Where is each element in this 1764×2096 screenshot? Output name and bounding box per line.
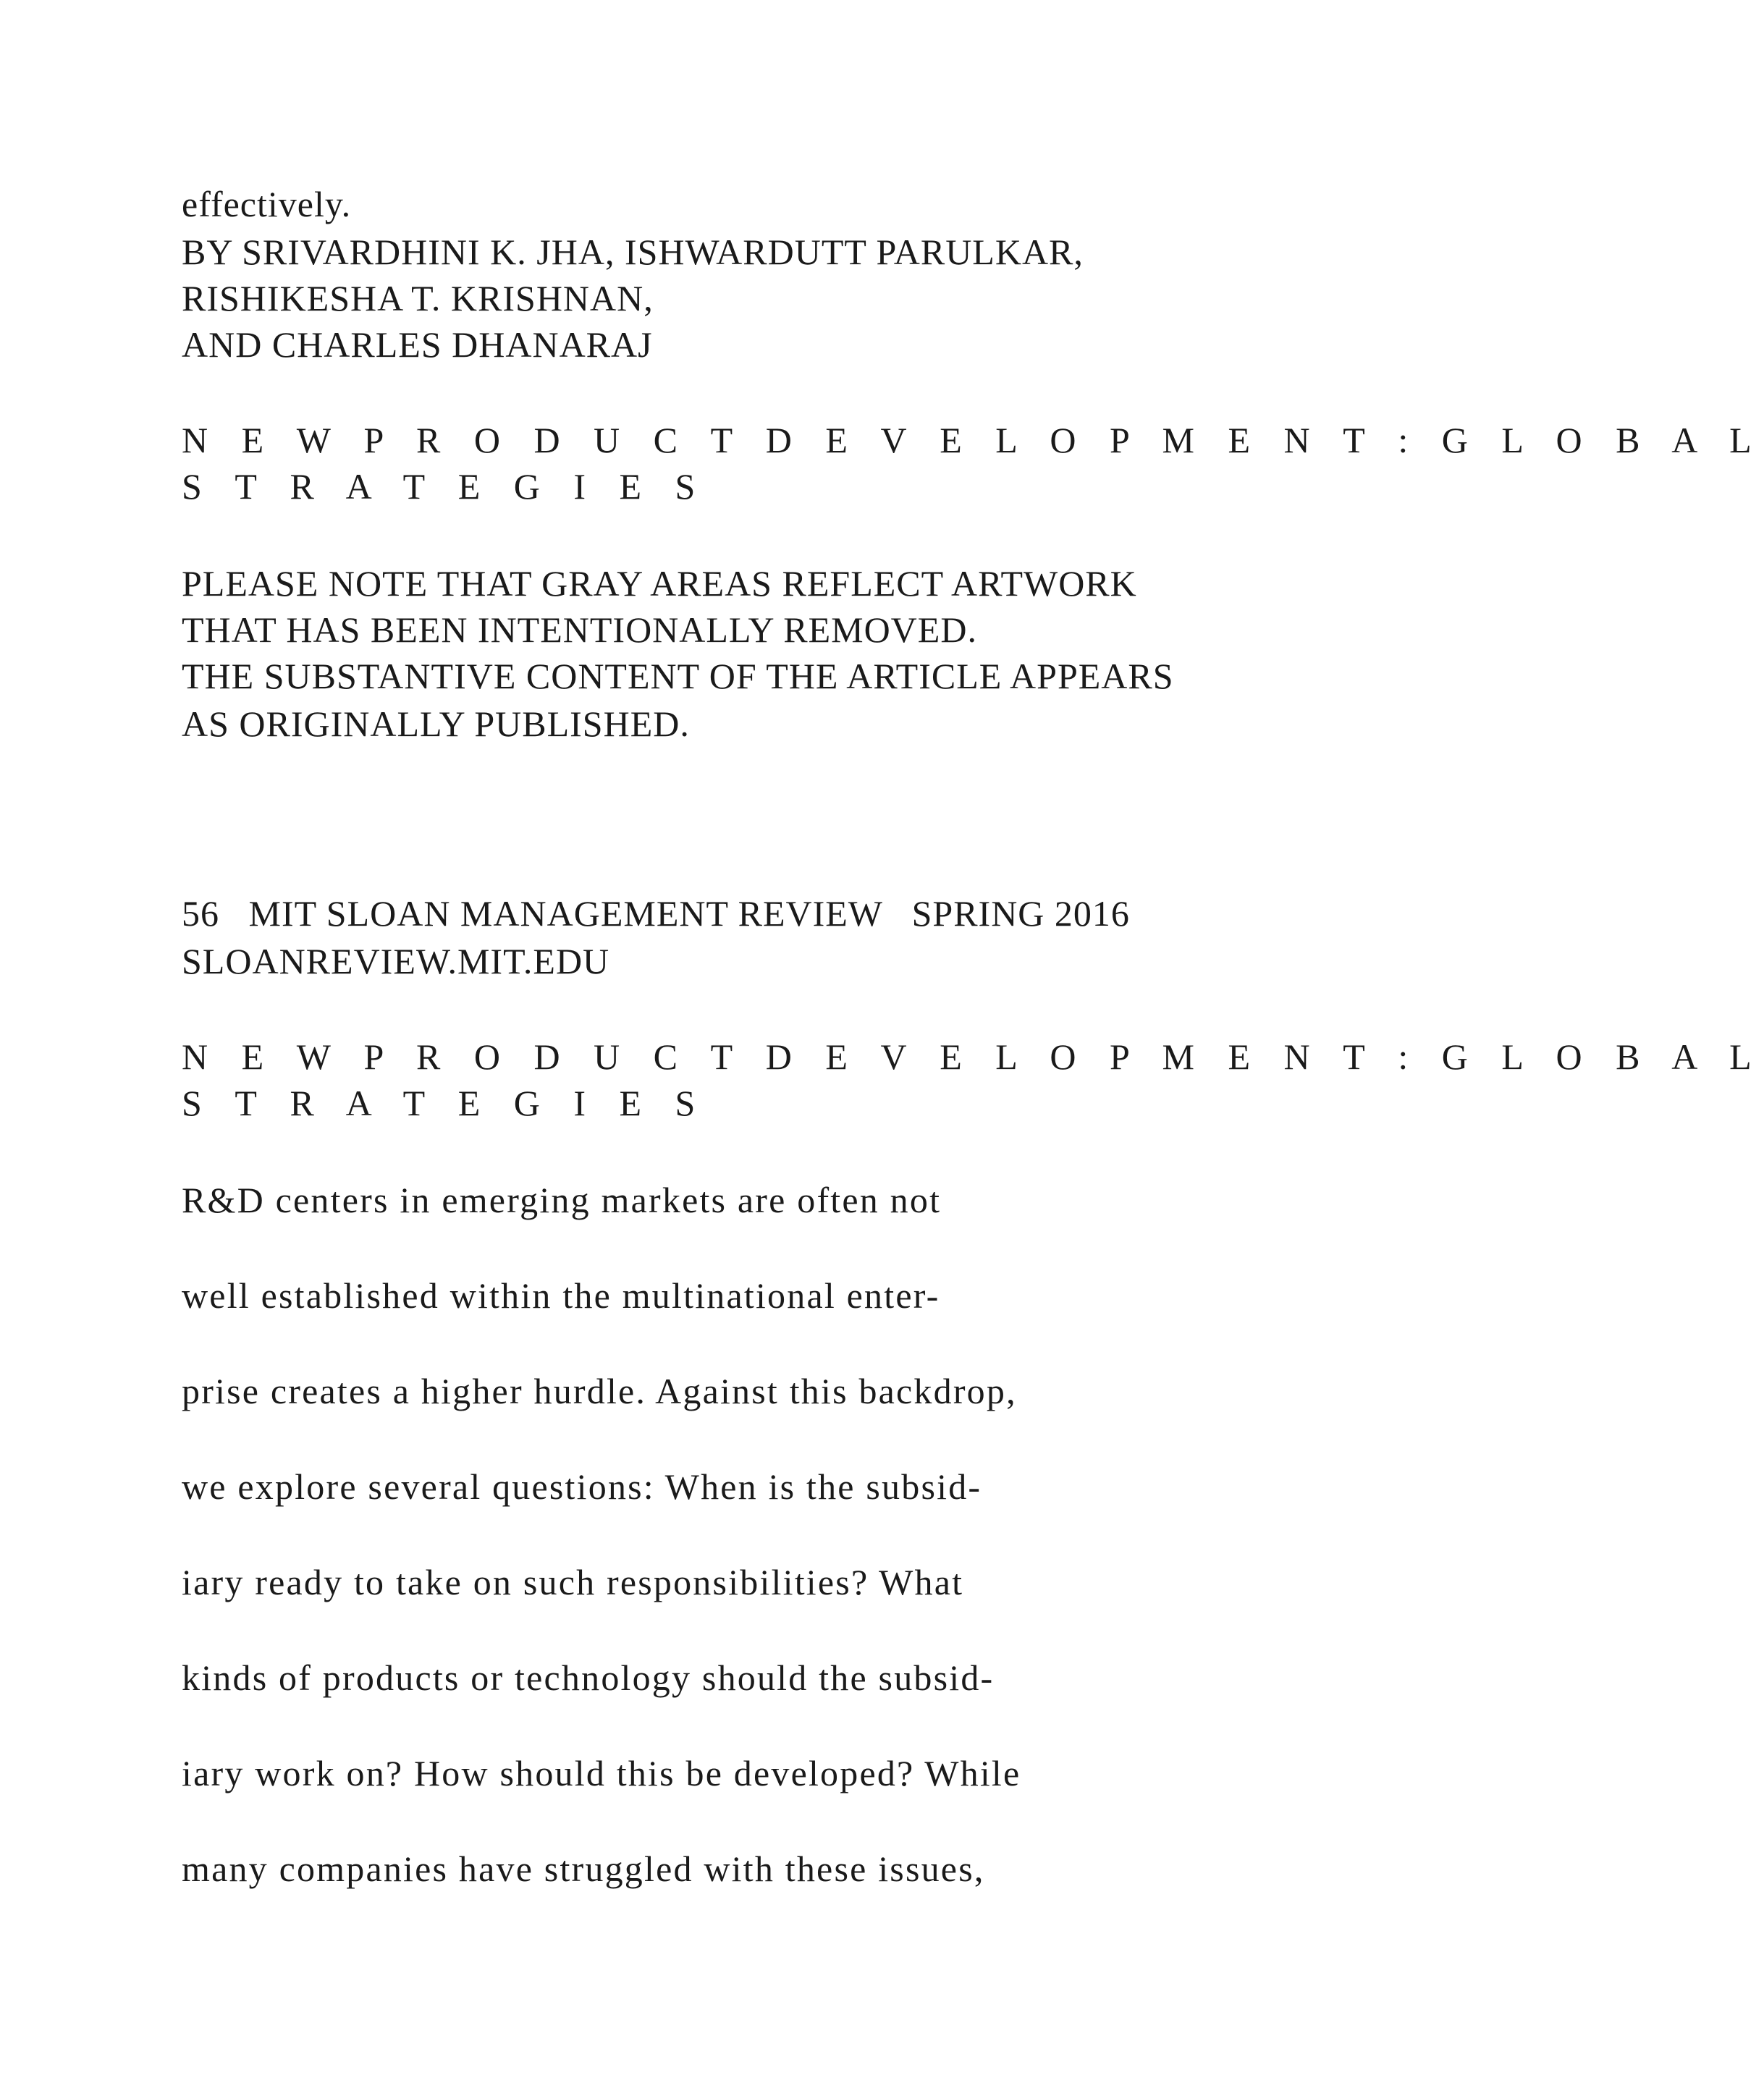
body-line-2: well established within the multinational enter-: [182, 1275, 940, 1316]
body-line-8: many companies have struggled with these issues,: [182, 1848, 985, 1889]
section-title-2-line-2: S T R A T E G I E S: [182, 1083, 708, 1123]
section-title-1-line-2: S T R A T E G I E S: [182, 466, 708, 507]
body-line-5: iary ready to take on such responsibilities? What: [182, 1562, 964, 1602]
footer-website: SLOANREVIEW.MIT.EDU: [182, 941, 610, 981]
notice-line-1: PLEASE NOTE THAT GRAY AREAS REFLECT ARTWORK: [182, 563, 1137, 604]
section-title-1-line-1: N E W P R O D U C T D E V E L O P M E N T : G L O B A L: [182, 420, 1764, 460]
notice-line-4: AS ORIGINALLY PUBLISHED.: [182, 703, 690, 744]
byline-line-2: RISHIKESHA T. KRISHNAN,: [182, 278, 654, 318]
body-line-4: we explore several questions: When is the subsid-: [182, 1466, 982, 1507]
notice-line-2: THAT HAS BEEN INTENTIONALLY REMOVED.: [182, 609, 977, 650]
section-title-2-line-1: N E W P R O D U C T D E V E L O P M E N T : G L O B A L: [182, 1036, 1764, 1077]
continuation-text: effectively.: [182, 184, 352, 224]
body-line-1: R&D centers in emerging markets are often not: [182, 1180, 942, 1220]
notice-line-3: THE SUBSTANTIVE CONTENT OF THE ARTICLE APPEARS: [182, 656, 1174, 696]
body-line-6: kinds of products or technology should the subsid-: [182, 1657, 995, 1698]
byline-line-3: AND CHARLES DHANARAJ: [182, 324, 653, 365]
footer-issue-line: 56 MIT SLOAN MANAGEMENT REVIEW SPRING 2016: [182, 893, 1130, 934]
byline-line-1: BY SRIVARDHINI K. JHA, ISHWARDUTT PARULKAR,: [182, 232, 1084, 272]
body-line-3: prise creates a higher hurdle. Against this backdrop,: [182, 1371, 1017, 1411]
body-line-7: iary work on? How should this be developed? While: [182, 1753, 1021, 1793]
